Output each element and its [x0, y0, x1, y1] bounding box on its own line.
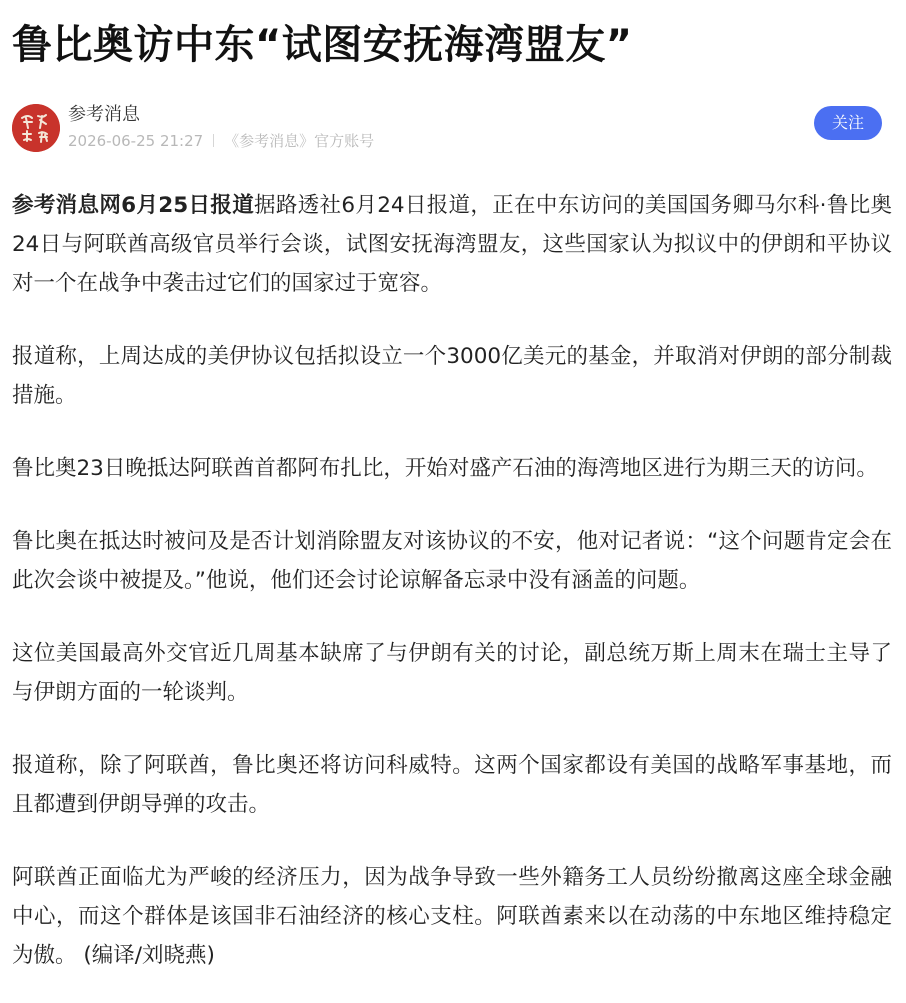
account-label: 《参考消息》官方账号: [224, 132, 375, 150]
author-row: [12, 104, 892, 164]
article-paragraph: 这位美国最高外交官近几周基本缺席了与伊朗有关的讨论，副总统万斯上周末在瑞士主导了与伊朗方面的一轮谈判。: [12, 641, 892, 705]
article-paragraph: 鲁比奥23日晚抵达阿联酋首都阿布扎比，开始对盛产石油的海湾地区进行为期三天的访问。: [12, 456, 878, 481]
article-paragraph: 报道称，除了阿联酋，鲁比奥还将访问科威特。这两个国家都设有美国的战略军事基地，而且都遭到伊朗导弹的攻击。: [12, 753, 892, 817]
lead-source: 参考消息网6月25日报道: [12, 193, 255, 218]
article-body: [12, 186, 892, 975]
paragraph-text: 据路透社6月24日报道，正在中东访问的美国国务卿马尔科·鲁比奥24日与阿联酋高级官员举行会谈，试图安抚海湾盟友，这些国家认为拟议中的伊朗和平协议对一个在战争中袭击过它们的国家过于宽容。: [12, 193, 893, 296]
article-title: 鲁比奥访中东“试图安抚海湾盟友”: [12, 22, 633, 68]
post-meta: [68, 132, 374, 150]
cankao-xiaoxi-logo-icon: [12, 104, 60, 152]
article-paragraph: 阿联酋正面临尤为严峻的经济压力，因为战争导致一些外籍务工人员纷纷撤离这座全球金融中心，而这个群体是该国非石油经济的核心支柱。阿联酋素来以在动荡的中东地区维持稳定为傲。 (编译/刘晓燕): [12, 865, 892, 968]
article-paragraph: [12, 186, 892, 303]
author-name[interactable]: 参考消息: [68, 104, 140, 125]
article-paragraph: 鲁比奥在抵达时被问及是否计划消除盟友对该协议的不安，他对记者说：“这个问题肯定会在此次会谈中被提及。”他说，他们还会讨论谅解备忘录中没有涵盖的问题。: [12, 529, 892, 593]
post-datetime: 2026-06-25 21:27: [68, 132, 204, 150]
meta-divider: [213, 134, 214, 147]
article-paragraph: 报道称，上周达成的美伊协议包括拟设立一个3000亿美元的基金，并取消对伊朗的部分制裁措施。: [12, 344, 892, 408]
follow-button[interactable]: 关注: [814, 106, 882, 140]
author-avatar[interactable]: [12, 104, 60, 152]
